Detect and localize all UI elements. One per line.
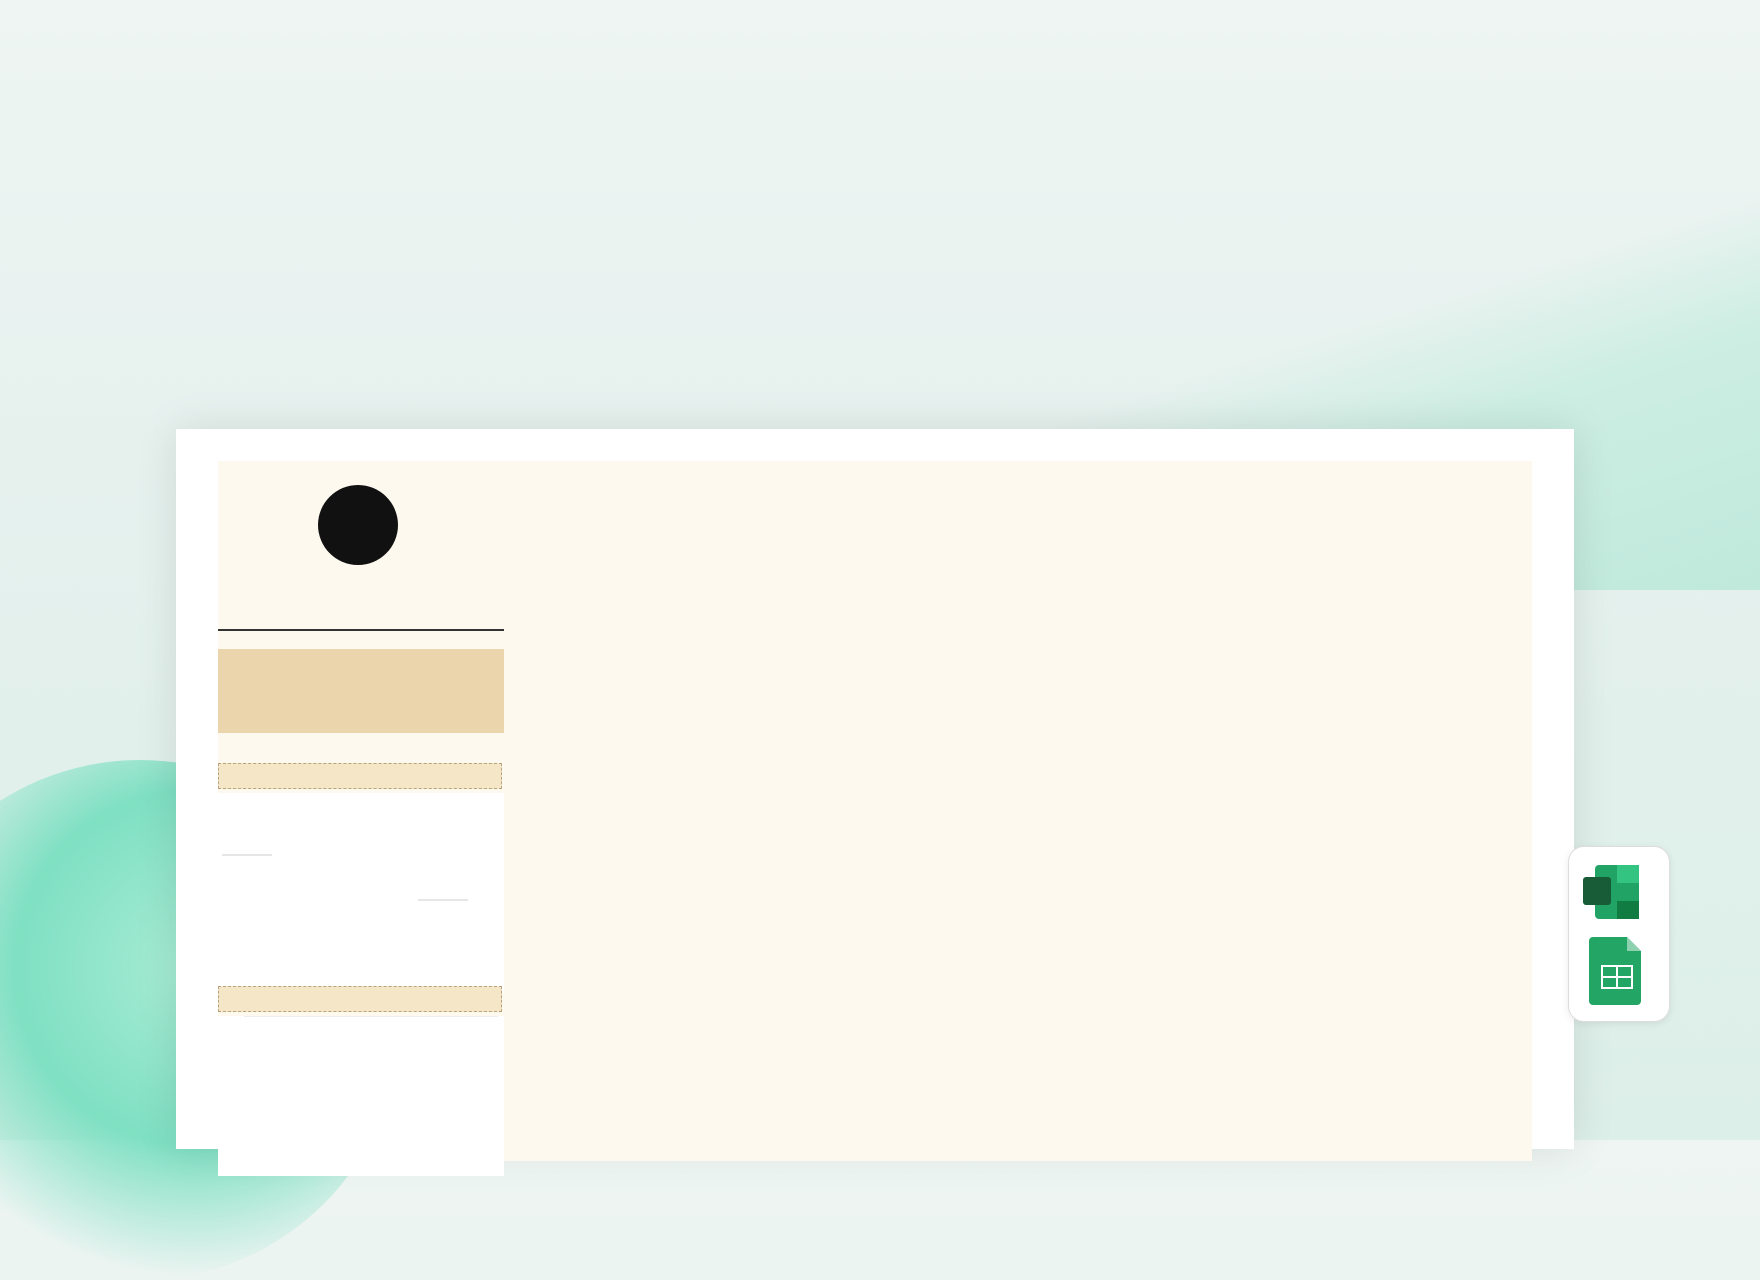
logo-placeholder: [318, 485, 398, 565]
excel-icon[interactable]: [1583, 865, 1639, 919]
spreadsheet-preview: [176, 429, 1574, 1149]
company-info-line-1: [218, 576, 504, 588]
status-heading: [218, 986, 502, 1012]
compliance-pie-chart: [218, 793, 504, 993]
google-sheets-icon[interactable]: [1589, 937, 1641, 1005]
status-bar-chart: [218, 1016, 504, 1176]
company-info-line-2: [218, 603, 504, 615]
sidebar-title: [218, 649, 504, 733]
divider: [218, 629, 504, 631]
title-line-3: [158, 52, 1601, 144]
compliance-status-heading: [218, 763, 502, 789]
hero-title: [0, 52, 1760, 144]
sheet-panel: [218, 461, 1532, 1161]
app-icons: [1568, 846, 1670, 1022]
pie-svg: [218, 793, 504, 993]
app-icons-svg: [1569, 847, 1669, 1021]
bar-svg: [218, 1016, 504, 1176]
